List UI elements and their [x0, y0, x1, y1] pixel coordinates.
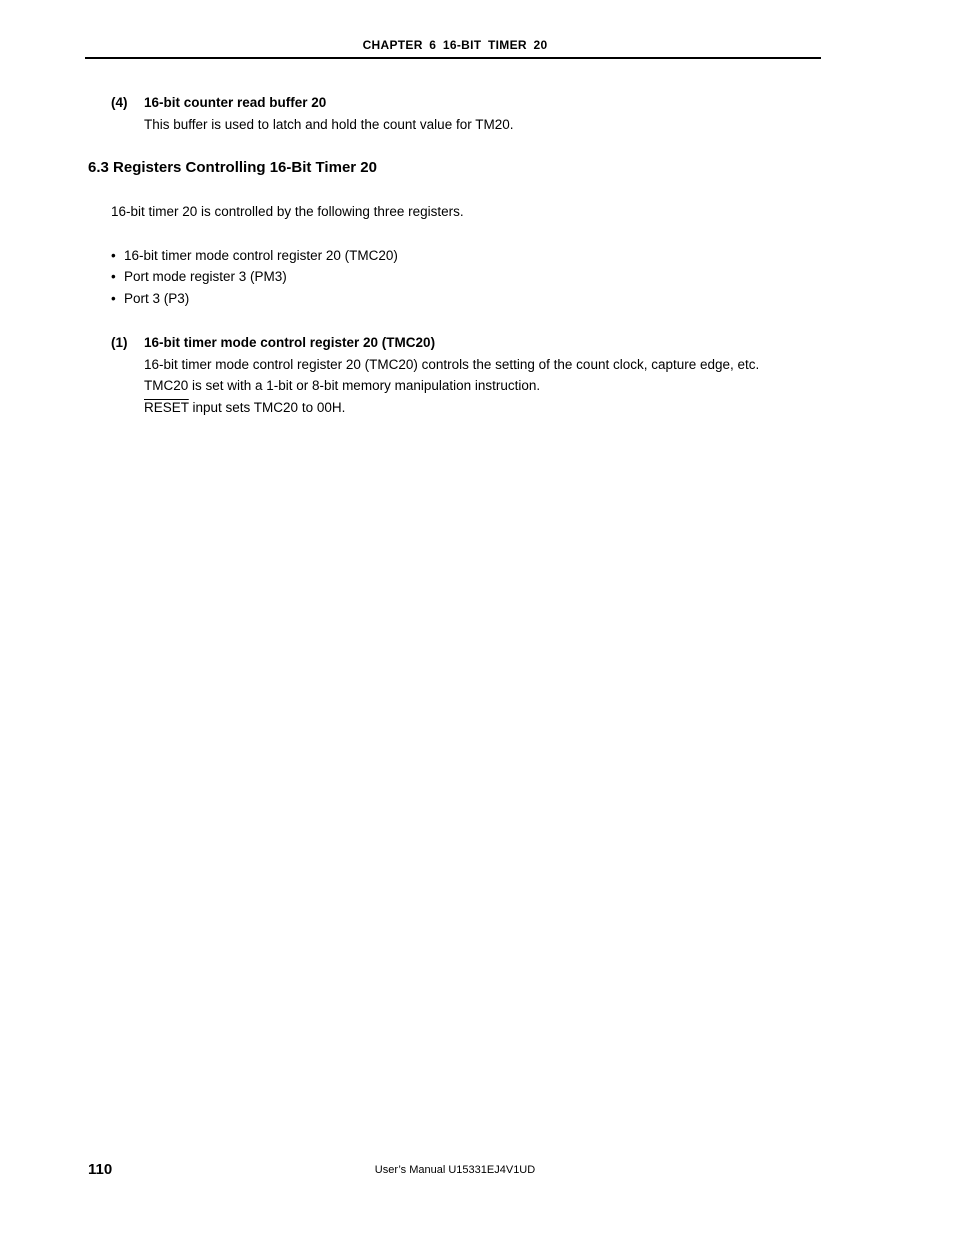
- footer-manual-id: User’s Manual U15331EJ4V1UD: [374, 1164, 536, 1176]
- chapter-header: CHAPTER 6 16-BIT TIMER 20: [362, 38, 548, 52]
- subsection-4-number: (4): [111, 95, 128, 110]
- reset-line: [144, 400, 345, 415]
- bullet-item: Port mode register 3 (PM3): [124, 269, 287, 284]
- bullet-dot: •: [111, 248, 116, 263]
- subsection-1-number: (1): [111, 335, 128, 350]
- subsection-1-line: TMC20 is set with a 1-bit or 8-bit memory manipulation instruction.: [144, 378, 541, 393]
- section-heading: 6.3 Registers Controlling 16-Bit Timer 20: [88, 159, 377, 176]
- section-intro: 16-bit timer 20 is controlled by the following three registers.: [111, 204, 464, 219]
- header-rule: [85, 57, 821, 59]
- reset-line-rest: input sets TMC20 to 00H.: [188, 400, 346, 415]
- bullet-item: Port 3 (P3): [124, 291, 190, 306]
- bullet-dot: •: [111, 269, 116, 284]
- page-number: 110: [88, 1161, 113, 1178]
- subsection-1-line: 16-bit timer mode control register 20 (TMC20) controls the setting of the count clock, capture edge, etc.: [144, 357, 760, 372]
- subsection-4-title: 16-bit counter read buffer 20: [144, 95, 327, 110]
- bullet-dot: •: [111, 291, 116, 306]
- subsection-1-title: 16-bit timer mode control register 20 (TMC20): [144, 335, 436, 350]
- reset-signal: RESET: [144, 400, 189, 415]
- bullet-item: 16-bit timer mode control register 20 (TMC20): [124, 248, 398, 263]
- subsection-4-body: This buffer is used to latch and hold the count value for TM20.: [144, 117, 514, 132]
